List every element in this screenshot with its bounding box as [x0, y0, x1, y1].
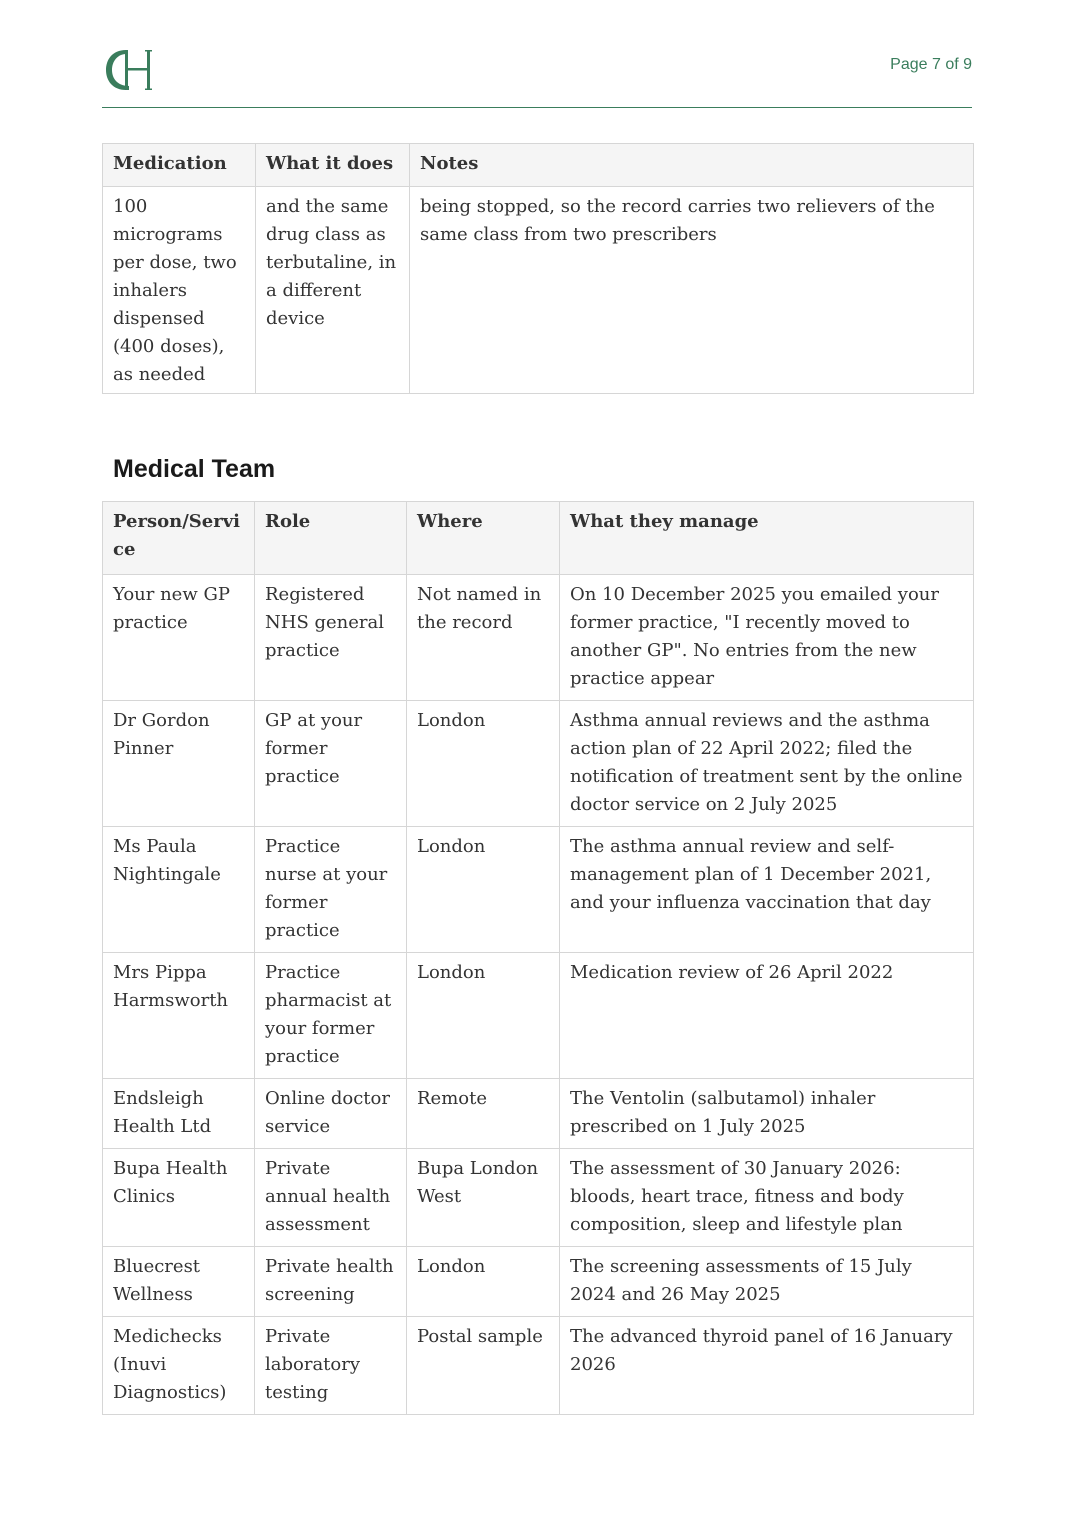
table-row [103, 575, 974, 701]
table-header-row [103, 502, 974, 575]
table-cell: Private laboratory testing [255, 1317, 407, 1415]
table-cell: The screening assessments of 15 July 2024 and 26 May 2025 [560, 1247, 974, 1317]
table-row [103, 1079, 974, 1149]
table-row [103, 953, 974, 1079]
table-cell: Dr Gordon Pinner [103, 701, 255, 827]
table-cell: Private health screening [255, 1247, 407, 1317]
page-number: Page 7 of 9 [890, 56, 972, 73]
column-header: What it does [256, 144, 410, 187]
table-cell: Registered NHS general practice [255, 575, 407, 701]
table-cell: Ms Paula Nightingale [103, 827, 255, 953]
table-cell: Bluecrest Wellness [103, 1247, 255, 1317]
table-cell: Medichecks (Inuvi Diagnostics) [103, 1317, 255, 1415]
table-cell: London [407, 953, 560, 1079]
column-header: Where [407, 502, 560, 575]
table-cell: The advanced thyroid panel of 16 January 2026 [560, 1317, 974, 1415]
table-cell: Postal sample [407, 1317, 560, 1415]
table-header-row [103, 144, 974, 187]
column-header: Role [255, 502, 407, 575]
table-cell: Mrs Pippa Harmsworth [103, 953, 255, 1079]
table-row [103, 1317, 974, 1415]
table-cell: being stopped, so the record carries two relievers of the same class from two prescribers [410, 187, 974, 394]
table-cell: London [407, 827, 560, 953]
table-cell: Online doctor service [255, 1079, 407, 1149]
table-cell: Endsleigh Health Ltd [103, 1079, 255, 1149]
table-cell: London [407, 1247, 560, 1317]
table-cell: Not named in the record [407, 575, 560, 701]
table-row [103, 187, 974, 394]
table-cell: Bupa London West [407, 1149, 560, 1247]
medical-team-table [102, 501, 974, 1415]
table-cell: Asthma annual reviews and the asthma action plan of 22 April 2022; filed the notification of treatment sent by the online doctor service on 2 July 2025 [560, 701, 974, 827]
column-header: Medication [103, 144, 256, 187]
table-cell: London [407, 701, 560, 827]
table-cell: The asthma annual review and self-management plan of 1 December 2021, and your influenza vaccination that day [560, 827, 974, 953]
table-cell: Bupa Health Clinics [103, 1149, 255, 1247]
table-cell: and the same drug class as terbutaline, in a different device [256, 187, 410, 394]
table-row [103, 1149, 974, 1247]
column-header: Notes [410, 144, 974, 187]
section-title: Medical Team [113, 455, 276, 483]
table-cell: Your new GP practice [103, 575, 255, 701]
ch-logo [104, 46, 160, 94]
table-cell: Private annual health assessment [255, 1149, 407, 1247]
table-row [103, 827, 974, 953]
table-cell: The assessment of 30 January 2026: bloods, heart trace, fitness and body composition, sleep and lifestyle plan [560, 1149, 974, 1247]
page-header [102, 40, 972, 108]
table-cell: 100 micrograms per dose, two inhalers dispensed (400 doses), as needed [103, 187, 256, 394]
table-row [103, 701, 974, 827]
table-cell: Practice pharmacist at your former practice [255, 953, 407, 1079]
table-row [103, 1247, 974, 1317]
column-header: Person/Service [103, 502, 255, 575]
table-cell: On 10 December 2025 you emailed your former practice, "I recently moved to another GP". No entries from the new practice appear [560, 575, 974, 701]
table-cell: Remote [407, 1079, 560, 1149]
table-cell: Practice nurse at your former practice [255, 827, 407, 953]
table-cell: The Ventolin (salbutamol) inhaler prescribed on 1 July 2025 [560, 1079, 974, 1149]
column-header: What they manage [560, 502, 974, 575]
table-cell: Medication review of 26 April 2022 [560, 953, 974, 1079]
table-cell: GP at your former practice [255, 701, 407, 827]
medication-table [102, 143, 974, 394]
